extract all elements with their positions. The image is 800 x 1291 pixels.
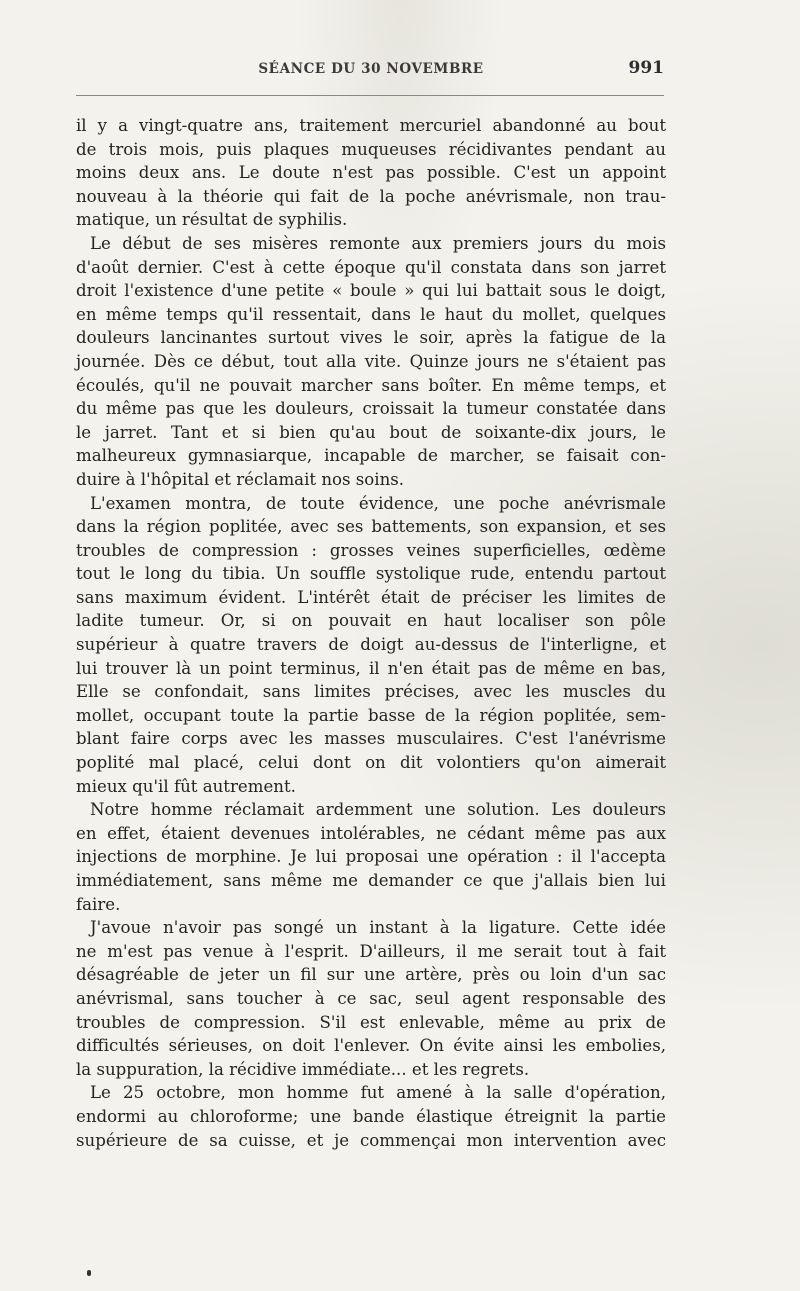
text-line: il y a vingt-quatre ans, traitement mercuriel abandonné au bout — [76, 116, 666, 135]
text-line: sans maximum évident. L'intérêt était de préciser les limites de — [76, 587, 666, 607]
text-line: endormi au chloroforme; une bande élastique étreignit la partie — [76, 1106, 666, 1126]
text-line: ladite tumeur. Or, si on pouvait en haut localiser son pôle — [76, 611, 666, 631]
text-line: moins deux ans. Le doute n'est pas possible. C'est un appoint — [76, 163, 666, 183]
text-line: anévrismal, sans toucher à ce sac, seul agent responsable des — [76, 988, 666, 1008]
text-line: de trois mois, puis plaques muqueuses récidivantes pendant au — [76, 139, 666, 159]
text-line: matique, un résultat de syphilis. — [76, 210, 348, 230]
text-line: supérieure de sa cuisse, et je commençai mon intervention avec — [76, 1130, 666, 1150]
text-line: dans la région poplitée, avec ses battements, son expansion, et ses — [76, 517, 666, 537]
text-line: d'août dernier. C'est à cette époque qu'il constata dans son jarret — [76, 257, 666, 277]
page-number: 991 — [628, 58, 664, 78]
text-line: supérieur à quatre travers de doigt au-dessus de l'interligne, et — [76, 635, 666, 655]
text-line: difficultés sérieuses, on doit l'enlever. On évite ainsi les embolies, — [76, 1036, 666, 1056]
text-line: en même temps qu'il ressentait, dans le haut du mollet, quelques — [76, 304, 666, 324]
text-line: désagréable de jeter un fil sur une artère, près ou loin d'un sac — [76, 965, 666, 985]
text-line: troubles de compression. S'il est enlevable, même au prix de — [76, 1012, 666, 1032]
text-line: J'avoue n'avoir pas songé un instant à la ligature. Cette idée — [90, 918, 666, 938]
text-line: mollet, occupant toute la partie basse de la région poplitée, sem- — [76, 705, 666, 725]
text-line: nouveau à la théorie qui fait de la poche anévrismale, non trau- — [76, 186, 666, 206]
text-line: L'examen montra, de toute évidence, une poche anévrismale — [90, 493, 666, 513]
text-line: écoulés, qu'il ne pouvait marcher sans boîter. En même temps, et — [76, 375, 666, 395]
text-line: du même pas que les douleurs, croissait la tumeur constatée dans — [76, 399, 666, 419]
text-line: en effet, étaient devenues intolérables, ne cédant même pas aux — [76, 823, 666, 843]
text-line: faire. — [76, 894, 121, 914]
text-line: duire à l'hôpital et réclamait nos soins. — [76, 469, 405, 489]
text-line: injections de morphine. Je lui proposai une opération : il l'accepta — [76, 847, 666, 867]
text-line: Le début de ses misères remonte aux premiers jours du mois — [90, 233, 666, 253]
text-line: droit l'existence d'une petite « boule » qui lui battait sous le doigt, — [76, 281, 666, 301]
text-line: mieux qu'il fût autrement. — [76, 776, 296, 796]
running-title: SÉANCE DU 30 NOVEMBRE — [258, 61, 484, 77]
text-line: tout le long du tibia. Un souffle systolique rude, entendu partout — [76, 564, 666, 584]
text-line: blant faire corps avec les masses musculaires. C'est l'anévrisme — [76, 729, 666, 749]
ink-speck — [87, 1270, 91, 1276]
text-line: Le 25 octobre, mon homme fut amené à la salle d'opération, — [90, 1083, 666, 1103]
header-rule — [76, 95, 664, 96]
text-line: journée. Dès ce début, tout alla vite. Quinze jours ne s'étaient pas — [76, 351, 666, 371]
text-line: ne m'est pas venue à l'esprit. D'ailleurs, il me serait tout à fait — [76, 941, 666, 961]
text-line: douleurs lancinantes surtout vives le soir, après la fatigue de la — [76, 328, 666, 348]
text-line: malheureux gymnasiarque, incapable de marcher, se faisait con- — [76, 446, 666, 466]
text-line: Notre homme réclamait ardemment une solution. Les douleurs — [90, 800, 666, 820]
text-line: immédiatement, sans même me demander ce que j'allais bien lui — [76, 871, 666, 890]
body-text — [76, 114, 666, 1152]
text-line: troubles de compression : grosses veines superficielles, œdème — [76, 540, 666, 560]
running-head — [76, 58, 666, 86]
text-line: la suppuration, la récidive immédiate... et les regrets. — [76, 1059, 530, 1079]
text-line: le jarret. Tant et si bien qu'au bout de soixante-dix jours, le — [76, 422, 666, 442]
text-line: lui trouver là un point terminus, il n'en était pas de même en bas, — [76, 658, 666, 678]
text-line: Elle se confondait, sans limites précises, avec les muscles du — [76, 682, 666, 702]
text-line: poplité mal placé, celui dont on dit volontiers qu'on aimerait — [76, 753, 666, 773]
